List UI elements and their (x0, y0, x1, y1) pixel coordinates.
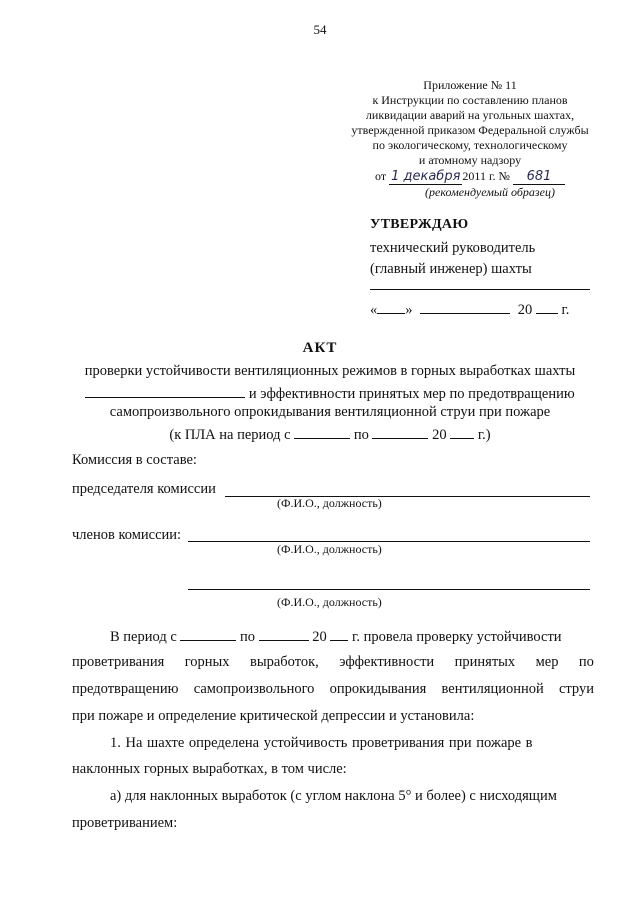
date-prefix: от (375, 169, 387, 183)
approval-position-1: технический руководитель (370, 240, 536, 256)
appendix-line: Приложение № 11 (423, 78, 517, 92)
extra-member-caption: (Ф.И.О., должность) (277, 595, 382, 609)
appendix-line: ликвидации аварий на угольных шахтах, (365, 108, 575, 122)
word: выработок, (249, 654, 319, 670)
paragraph-1-line-1 (110, 627, 594, 646)
word: горных (184, 654, 230, 670)
act-line-3: самопроизвольного опрокидывания вентиляционной струи при пожаре (109, 404, 551, 420)
chairman-caption: (Ф.И.О., должность) (277, 496, 382, 510)
approval-date-line (370, 300, 569, 319)
paragraph-3-line-2: проветриванием: (72, 815, 178, 831)
p1-prefix: В период с (110, 629, 177, 645)
extra-member-line (188, 589, 590, 590)
p1-year-blank (330, 627, 348, 641)
month-blank (420, 300, 510, 314)
paragraph-1-line-4: при пожаре и определение критической депрессии и установила: (72, 708, 475, 724)
period-year-blank (450, 425, 474, 439)
page-number: 54 (313, 22, 327, 37)
act-line-2 (40, 384, 620, 403)
word: принятых (454, 654, 516, 670)
act-line-4 (40, 425, 620, 444)
paragraph-3-line-1: а) для наклонных выработок (с углом наклона 5° и более) с нисходящим (110, 788, 557, 804)
act-period-suffix: г.) (477, 427, 491, 443)
approval-year: 20 (517, 302, 533, 318)
act-title: АКТ (302, 340, 338, 356)
act-line-1: проверки устойчивости вентиляционных режимов в горных выработках шахты (84, 363, 576, 379)
p1-to-blank (259, 627, 309, 641)
word: эффективности (339, 654, 435, 670)
paragraph-2-line-2: наклонных горных выработках, в том числе: (72, 761, 347, 777)
chairman-label: председателя комиссии (72, 481, 216, 497)
members-caption: (Ф.И.О., должность) (277, 542, 382, 556)
appendix-line: и атомному надзору (418, 153, 522, 167)
appendix-line: утвержденной приказом Федеральной службы (351, 123, 589, 137)
appendix-line: по экологическому, технологическому (372, 138, 568, 152)
approval-year-suffix: г. (561, 302, 570, 318)
handwritten-date: 1 декабря (391, 169, 461, 184)
p1-suffix: г. провела проверку устойчивости (352, 629, 562, 645)
act-period-prefix: (к ПЛА на период с (169, 427, 291, 443)
paragraph-1-line-2 (72, 654, 594, 671)
year-text: 2011 г. № (462, 169, 510, 183)
signature-line (370, 289, 590, 290)
day-blank (377, 300, 405, 314)
word: по (578, 654, 594, 670)
act-period-mid: по (353, 427, 369, 443)
word: мер (535, 654, 559, 670)
period-from-blank (294, 425, 350, 439)
open-quote: « (370, 302, 378, 318)
period-to-blank (372, 425, 428, 439)
appendix-line: к Инструкции по составлению планов (372, 93, 568, 107)
appendix-note: (рекомендуемый образец) (425, 185, 555, 199)
commission-heading: Комиссия в составе: (72, 452, 197, 468)
p1-year: 20 (312, 629, 327, 645)
approval-title: УТВЕРЖДАЮ (370, 217, 469, 232)
p1-mid: по (240, 629, 256, 645)
members-line (188, 541, 590, 542)
members-label: членов комиссии: (72, 527, 182, 543)
approval-position-2: (главный инженер) шахты (370, 261, 532, 277)
year-blank (536, 300, 558, 314)
paragraph-1-line-3: предотвращению самопроизвольного опрокидывания вентиляционной струи (72, 681, 594, 697)
handwritten-number: 681 (513, 169, 565, 185)
close-quote: » (405, 302, 413, 318)
act-period-year: 20 (432, 427, 447, 443)
act-line-2-text: и эффективности принятых мер по предотвращению (248, 386, 575, 402)
appendix-date-line (345, 169, 595, 185)
word: проветривания (72, 654, 165, 670)
paragraph-2-line-1: 1. На шахте определена устойчивость проветривания при пожаре в (110, 735, 533, 751)
p1-from-blank (180, 627, 236, 641)
appendix-header (345, 78, 595, 200)
mine-name-blank (85, 384, 245, 398)
